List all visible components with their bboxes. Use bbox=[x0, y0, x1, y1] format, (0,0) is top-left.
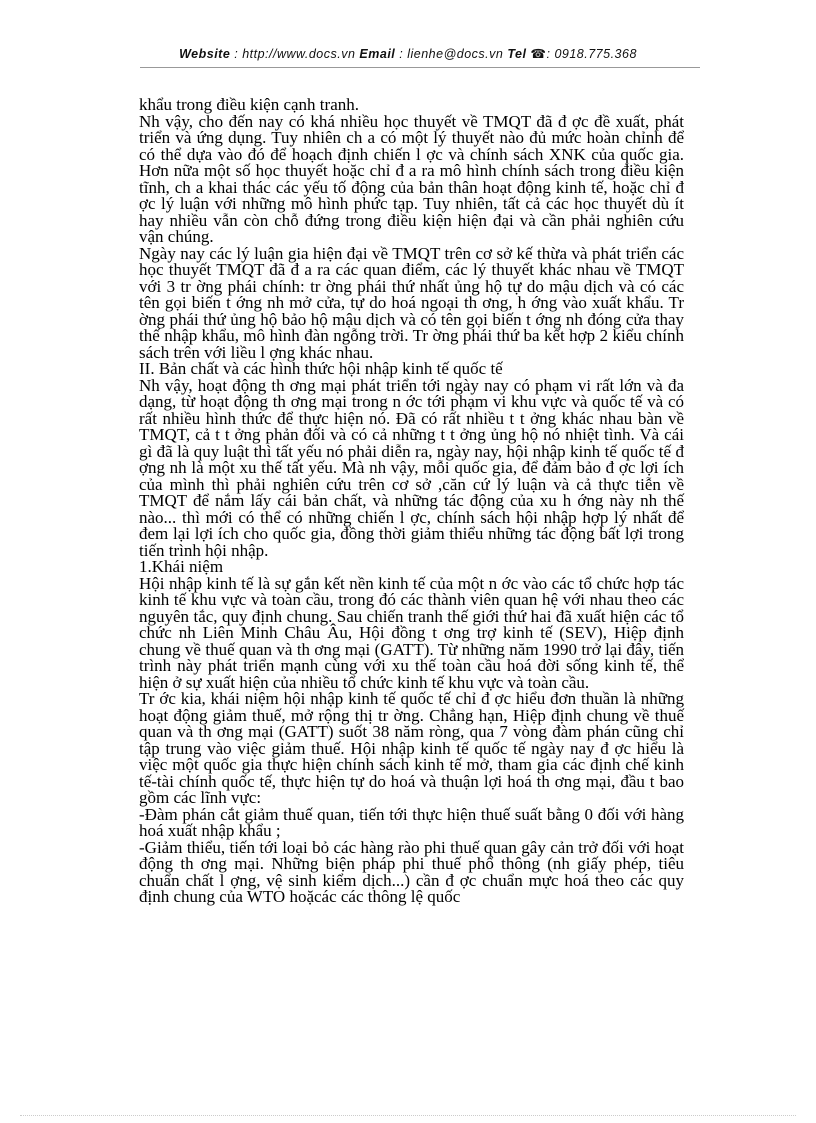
website-label: Website bbox=[179, 47, 231, 61]
tel-label: Tel bbox=[507, 47, 527, 61]
subsection-heading: 1.Khái niệm bbox=[139, 557, 224, 576]
paragraph: Ngày nay các lý luận gia hiện đại về TMQT trên cơ sở kế thừa và phát triển các học thuyết TMQT đã đ a ra các quan điểm, các lý thuyết khác nhau về TMQT với 3 tr ờng phái chính: tr ờng phái thứ nhất ủng hộ tự do mậu dịch và có các tên gọi biến t ớng nh mở cửa, tự do hoá ngoại th ơng, h ớng vào xuất khẩu. Tr ờng phái thứ ủng hộ bảo hộ mậu dịch và có tên gọi biến t ớng nh đóng cửa thay thế nhập khẩu, mô hình đàn ngỗng trời. Tr ờng phái thứ ba kết hợp 2 kiểu chính sách trên với liều l ợng khác nhau. bbox=[139, 243, 684, 362]
list-item: -Đàm phán cắt giảm thuế quan, tiến tới thực hiện thuế suất bằng 0 đối với hàng hoá xuất nhập khẩu ; bbox=[139, 804, 684, 840]
paragraph: Hội nhập kinh tế là sự gắn kết nền kinh tế của một n ớc vào các tổ chức hợp tác kinh tế khu vực và toàn cầu, trong đó các thành viên quan hệ với nhau theo các nguyên tắc, quy định chung. Sau chiến tranh thế giới thứ hai đã xuất hiện các tổ chức nh Liên Minh Châu Âu, Hội đồng t ơng trợ kinh tế (SEV), Hiệp định chung về thuế quan và th ơng mại (GATT). Từ những năm 1990 trở lại đây, tiến trình này phát triển mạnh cùng với xu thế toàn cầu hoá đời sống kinh tế, thể hiện ở sự xuất hiện của nhiều tổ chức kinh tế khu vực và toàn cầu. bbox=[139, 573, 684, 692]
tel-value: ☎: 0918.775.368 bbox=[530, 47, 637, 61]
paragraph: Nh vậy, cho đến nay có khá nhiều học thuyết về TMQT đã đ ợc đề xuất, phát triển và ứng dụng. Tuy nhiên ch a có một lý thuyết nào đủ mức hoàn chỉnh để có thể dựa vào đó để hoạch định chiến l ợc và chính sách XNK của quốc gia. Hơn nữa một số học thuyết hoặc chỉ đ a ra mô hình chính sách trong điều kiện tĩnh, ch a khai thác các yếu tố động của bản thân hoạt động kinh tế, hoặc chỉ đ ợc lý luận với những mô hình phức tạp. Tuy nhiên, tất cả các học thuyết dù ít hay nhiều vẫn còn chỗ đứng trong điều kiện hiện đại và cần phải nghiên cứu vận chúng. bbox=[139, 111, 684, 246]
document-body bbox=[139, 97, 684, 906]
paragraph: Nh vậy, hoạt động th ơng mại phát triển tới ngày nay có phạm vi rất lớn và đa dạng, từ hoạt động th ơng mại trong n ớc tới phạm vi khu vực và quốc tế và có rất nhiều hình thức để thực hiện nó. Đã có rất nhiều t t ởng khác nhau bàn về TMQT, cả t t ởng phản đối và có cả những t t ởng ủng hộ nó nhiệt tình. Và cái gì đã là quy luật thì tất yếu nó phải diễn ra, ngày nay, hội nhập kinh tế quốc tế đ ợng nh là một xu thế tất yếu. Mà nh vậy, mỗi quốc gia, để đảm bảo đ ợc lợi ích của mình thì phải nghiên cứu trên cơ sở ,căn cứ lý luận và cả thực tiễn về TMQT để nắm lấy cái bản chất, và những tác động của xu h ớng này nh thế nào... thì mới có thể có những chiến l ợc, chính sách hội nhập hợp lý nhất để đem lại lợi ích cho quốc gia, đồng thời giảm thiểu những tác động bất lợi trong tiến trình hội nhập. bbox=[139, 375, 684, 560]
list-item: -Giảm thiểu, tiến tới loại bỏ các hàng rào phi thuế quan gây cản trở đối với hoạt động th ơng mại. Những biện pháp phi thuế phổ thông (nh giấy phép, tiêu chuẩn chất l ợng, vệ sinh kiểm dịch...) cần đ ợc chuẩn mực hoá theo các quy định chung của WTO hoặcác các thông lệ quốc bbox=[139, 837, 684, 906]
paragraph: khẩu trong điều kiện cạnh tranh. bbox=[139, 95, 359, 114]
footer-divider bbox=[20, 1115, 796, 1116]
email-label: Email bbox=[359, 47, 396, 61]
website-value[interactable]: : http://www.docs.vn bbox=[234, 47, 356, 61]
page-header bbox=[0, 46, 816, 61]
header-divider bbox=[140, 67, 700, 68]
paragraph: Tr ớc kia, khái niệm hội nhập kinh tế quốc tế chỉ đ ợc hiểu đơn thuần là những hoạt động giảm thuế, mở rộng thị tr ờng. Chẳng hạn, Hiệp định chung về thuế quan và th ơng mại (GATT) suốt 38 năm ròng, qua 7 vòng đàm phán cũng chỉ tập trung vào việc giảm thuế. Hội nhập kinh tế quốc tế ngày nay đ ợc hiểu là việc một quốc gia thực hiện chính sách kinh tế mở, tham gia các định chế kinh tế-tài chính quốc tế, thực hiện tự do hoá và thuận lợi hoá th ơng mại, đầu t bao gồm các lĩnh vực: bbox=[139, 689, 684, 807]
section-heading: II. Bản chất và các hình thức hội nhập kinh tế quốc tế bbox=[139, 359, 503, 378]
email-value[interactable]: : lienhe@docs.vn bbox=[399, 47, 504, 61]
